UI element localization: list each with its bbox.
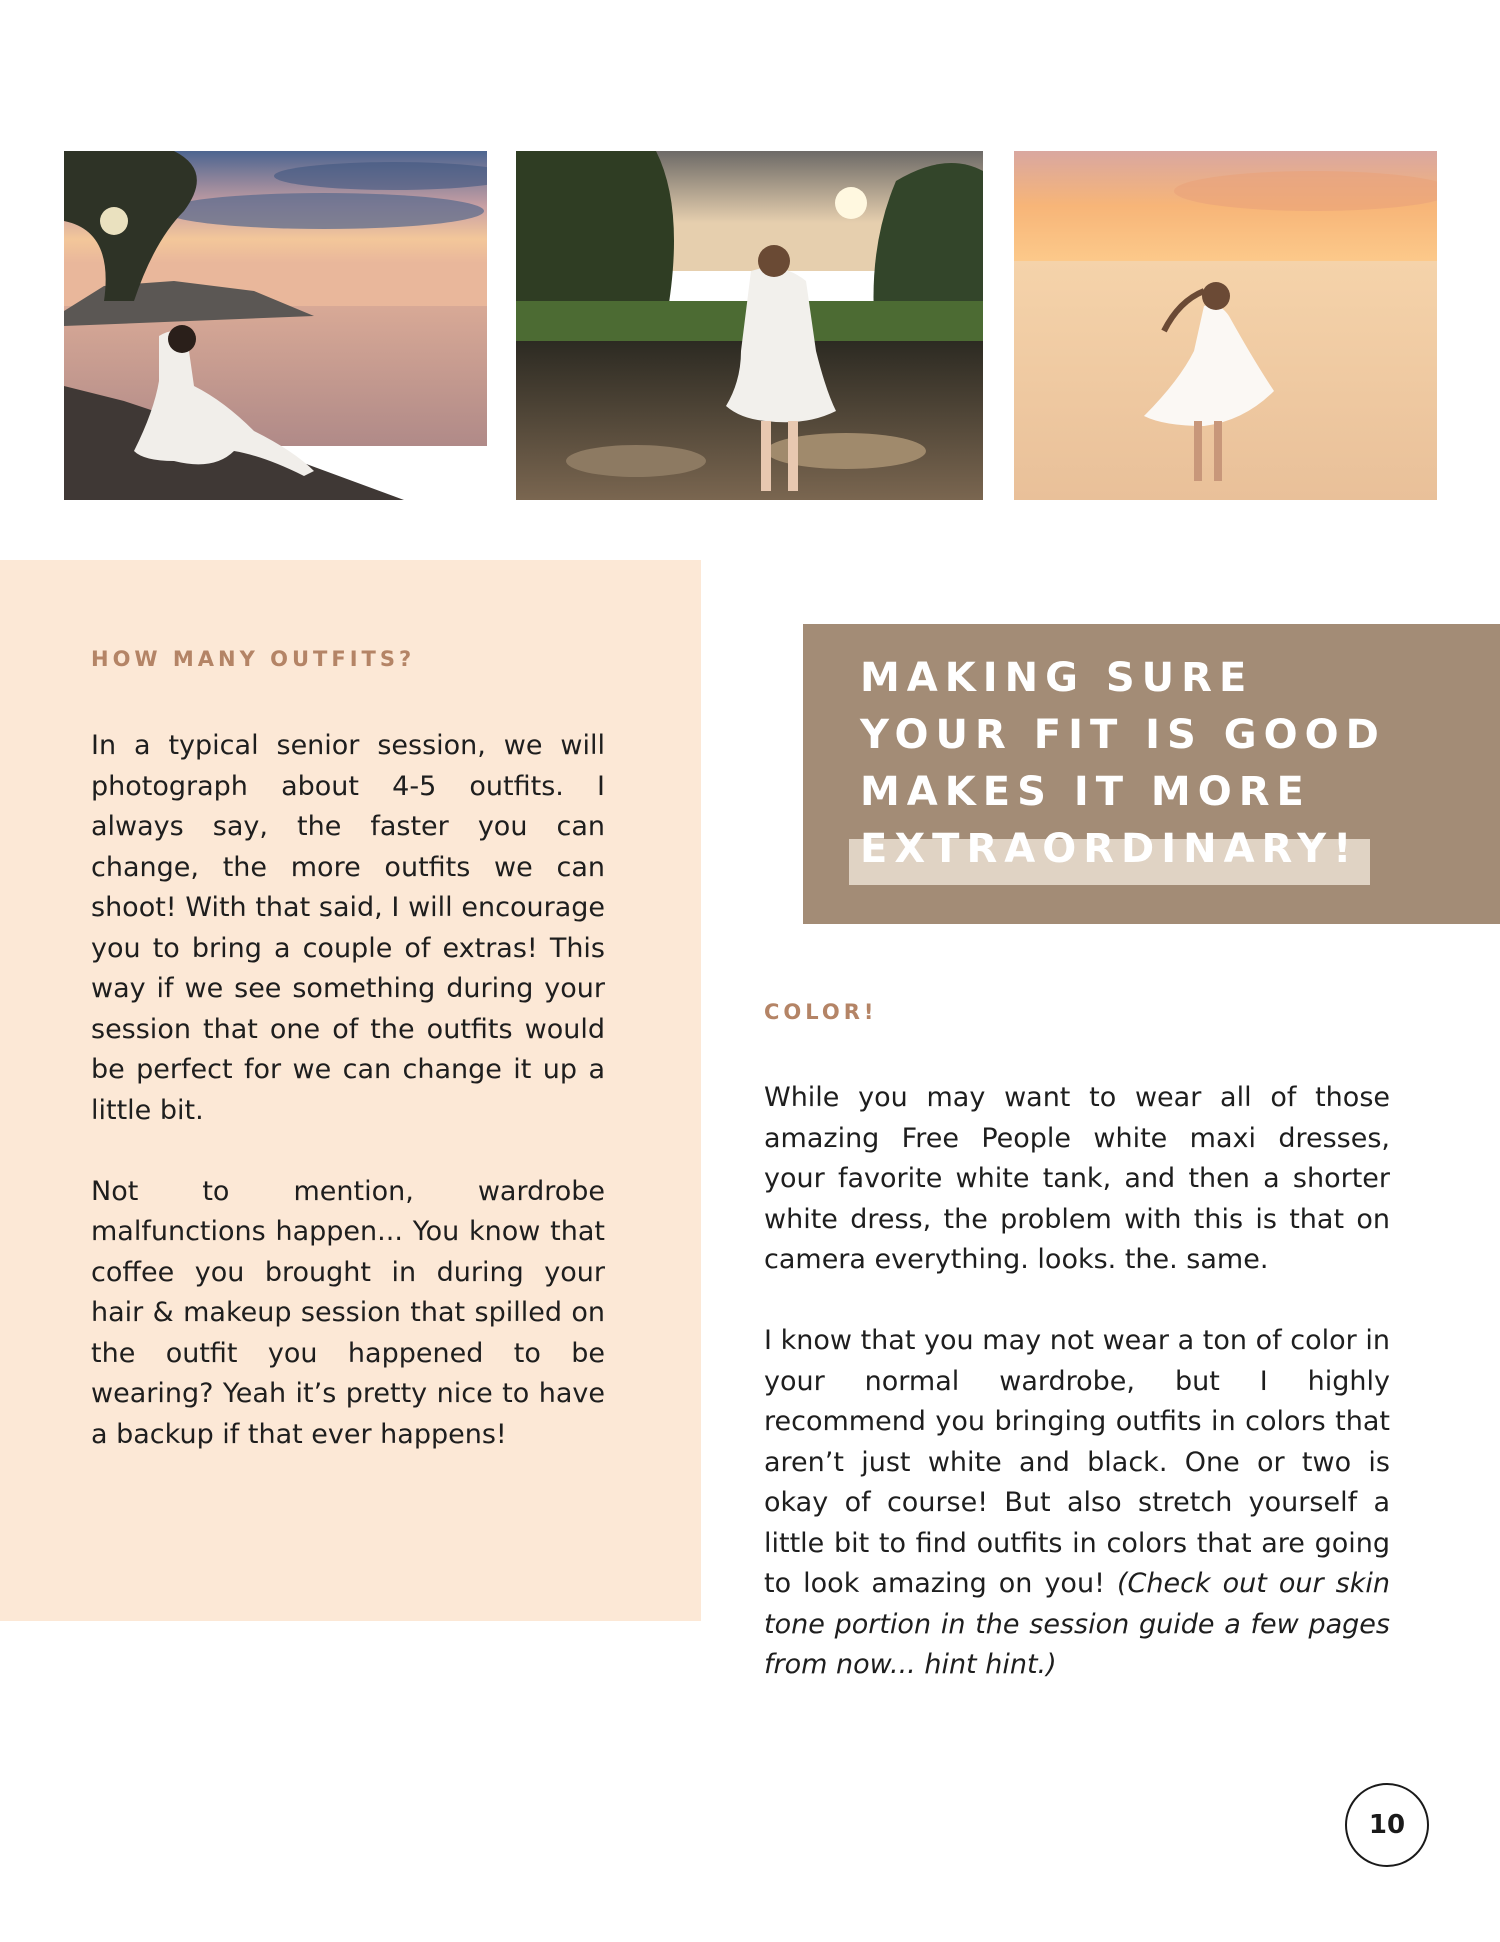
color-body (764, 1078, 1390, 1686)
photo-beach-seated (64, 151, 487, 500)
color-paragraph-2 (764, 1321, 1390, 1686)
photo-creek-standing (516, 151, 983, 500)
color-heading: COLOR! (764, 1000, 878, 1024)
outfits-body (91, 726, 605, 1455)
photo-lake-twirl (1014, 151, 1437, 500)
outfits-paragraph-2: Not to mention, wardrobe malfunctions happen... You know that coffee you brought in during your hair & makeup session that spilled on the outfit you happened to be wearing? Yeah it’s pretty nice to have a backup if that ever happens! (91, 1175, 605, 1450)
quote-line: MAKING SURE (860, 655, 1254, 701)
quote-line: MAKES IT MORE (860, 769, 1311, 815)
quote-line: YOUR FIT IS GOOD (860, 712, 1386, 758)
quote-text (860, 650, 1386, 878)
color-paragraph-1: While you may want to wear all of those amazing Free People white maxi dresses, your favorite white tank, and then a shorter white dress, the problem with this is that on camera everything. looks. the. same. (764, 1082, 1390, 1275)
page-number: 10 (1345, 1783, 1429, 1867)
outfits-paragraph-1: In a typical senior session, we will photograph about 4-5 outfits. I always say, the faster you can change, the more outfits we can shoot! With that said, I will encourage you to bring a couple of extras! This way if we see something during your session that one of the outfits would be perfect for we can change it up a little bit. (91, 730, 605, 1126)
color-paragraph-2-italic: (Check out our skin tone portion in the session guide a few pages from now... hint hint.) (764, 1568, 1390, 1680)
quote-line: EXTRAORDINARY! (860, 826, 1359, 872)
outfits-heading: HOW MANY OUTFITS? (91, 647, 416, 671)
color-paragraph-2-text: I know that you may not wear a ton of color in your normal wardrobe, but I highly recommend you bringing outfits in colors that aren’t just white and black. One or two is okay of course! But also stretch yourself a little bit to find outfits in colors that are going to look amazing on you! (764, 1325, 1390, 1599)
